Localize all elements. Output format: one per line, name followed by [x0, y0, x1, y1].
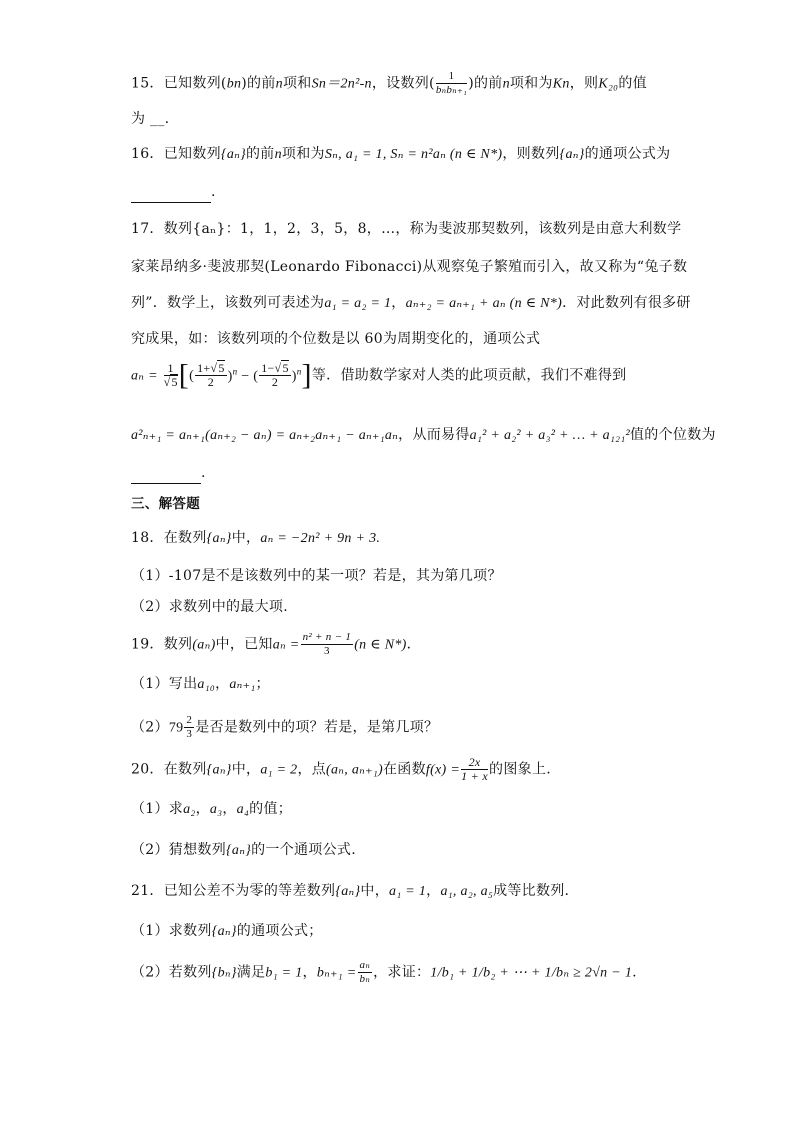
q17-line4: 究成果，如：该数列项的个位数是以 60为周期变化的，通项公式 — [131, 331, 541, 347]
q20-part2: （2）猜想数列{aₙ}的一个通项公式. — [131, 842, 356, 858]
q18-part1: （1）-107是不是该数列中的某一项？若是，其为第几项？ — [131, 568, 502, 584]
q16-line1: 16．已知数列{aₙ}的前n项和为Sₙ, a₁ = 1, Sₙ = n²aₙ (n ∈ N*)，则数列{aₙ}的通项公式为 — [131, 146, 671, 162]
q19-number: 19． — [131, 636, 164, 653]
q21-number: 21． — [131, 883, 164, 899]
q17-line3: 列”．数学上，该数列可表述为a₁ = a₂ = 1，aₙ₊₂ = aₙ₊₁ + aₙ (n ∈ N*)．对此数列有很多研 — [131, 295, 691, 311]
q15-number: 15． — [131, 75, 164, 92]
q16-number: 16． — [131, 146, 164, 162]
q15-sn-formula: Sn＝2n²-n — [311, 76, 372, 92]
q20-part1: （1）求a₂，a₃，a₄的值； — [131, 801, 293, 817]
q17-line2: 家莱昂纳多·斐波那契(Leonardo Fibonacci)从观察兔子繁殖而引入，故又称为“兔子数 — [131, 259, 688, 275]
answer-blank — [131, 469, 201, 484]
q17-line1: 17．数列{aₙ}：1，1，2，3，5，8，…，称为斐波那契数列，该数列是由意大利数学 — [131, 221, 682, 237]
q17-line7: . — [131, 462, 206, 484]
q20-line1: 20．在数列{aₙ}中，a₁ = 2，点(aₙ, aₙ₊₁)在函数f(x) = $\frac{2x}{1 + x}$ 的图象上. — [131, 755, 551, 783]
q18-line1: 18．在数列{aₙ}中，aₙ = −2n² + 9n + 3. — [131, 530, 381, 546]
q18-part2: （2）求数列中的最大项. — [131, 599, 288, 615]
answer-blank — [131, 188, 211, 203]
q17-binet-formula: aₙ = $\frac{1}{√5}$ [( $\frac{1+√5}{2}$ )$^n$ − ( $\frac{1-√5}{2}$ )$^n$]等．借助数学家对人类的此项贡献，我们不难得到 — [131, 358, 627, 392]
q16-line2: . — [131, 181, 216, 203]
q19-line1: 19．数列(aₙ)中，已知aₙ = $\frac{\text{n² + n − 1}}{3}$ (n ∈ N*)． — [131, 631, 421, 657]
q15-line2: 为 __. — [131, 111, 170, 127]
q17-number: 17． — [131, 221, 164, 237]
q21-part2: （2）若数列{bₙ}满足b₁ = 1，bₙ₊₁ = $\frac{\text{aₙ}}{\text{bₙ}}$ ，求证：1/b₁ + 1/b₂ + ⋯ + 1/bₙ ≥ 2√n − 1. — [131, 959, 637, 985]
section-heading: 三、解答题 — [131, 496, 200, 512]
q20-number: 20． — [131, 761, 164, 778]
q16-formula: Sₙ, a₁ = 1, Sₙ = n²aₙ (n ∈ N*) — [324, 147, 503, 162]
q21-part1: （1）求数列{aₙ}的通项公式； — [131, 923, 323, 939]
q19-part1: （1）写出a₁₀，aₙ₊₁； — [131, 676, 270, 692]
q19-part2: （2）79 $\frac{2}{3}$ 是否是数列中的项？若是，是第几项？ — [131, 714, 439, 740]
q15-line1: 15．已知数列(bn)的前n项和Sn＝2n²-n，设数列( $\frac{1}{\text{bₙbₙ₊₁}}$ )的前n项和为Kn，则K₂₀的值 — [131, 70, 647, 96]
q15-fraction: $\frac{1}{\text{bₙbₙ₊₁}}$ — [435, 70, 468, 96]
q18-number: 18． — [131, 530, 164, 546]
q21-line1: 21．已知公差不为零的等差数列{aₙ}中，a₁ = 1，a₁, a₂, a₅成等比数列. — [131, 883, 570, 899]
q17-line6: a²ₙ₊₁ = aₙ₊₁(aₙ₊₂ − aₙ) = aₙ₊₂aₙ₊₁ − aₙ₊₁aₙ，从而易得a₁² + a₂² + a₃² + … + a₁₂₁²值的个位数为 — [131, 427, 716, 443]
